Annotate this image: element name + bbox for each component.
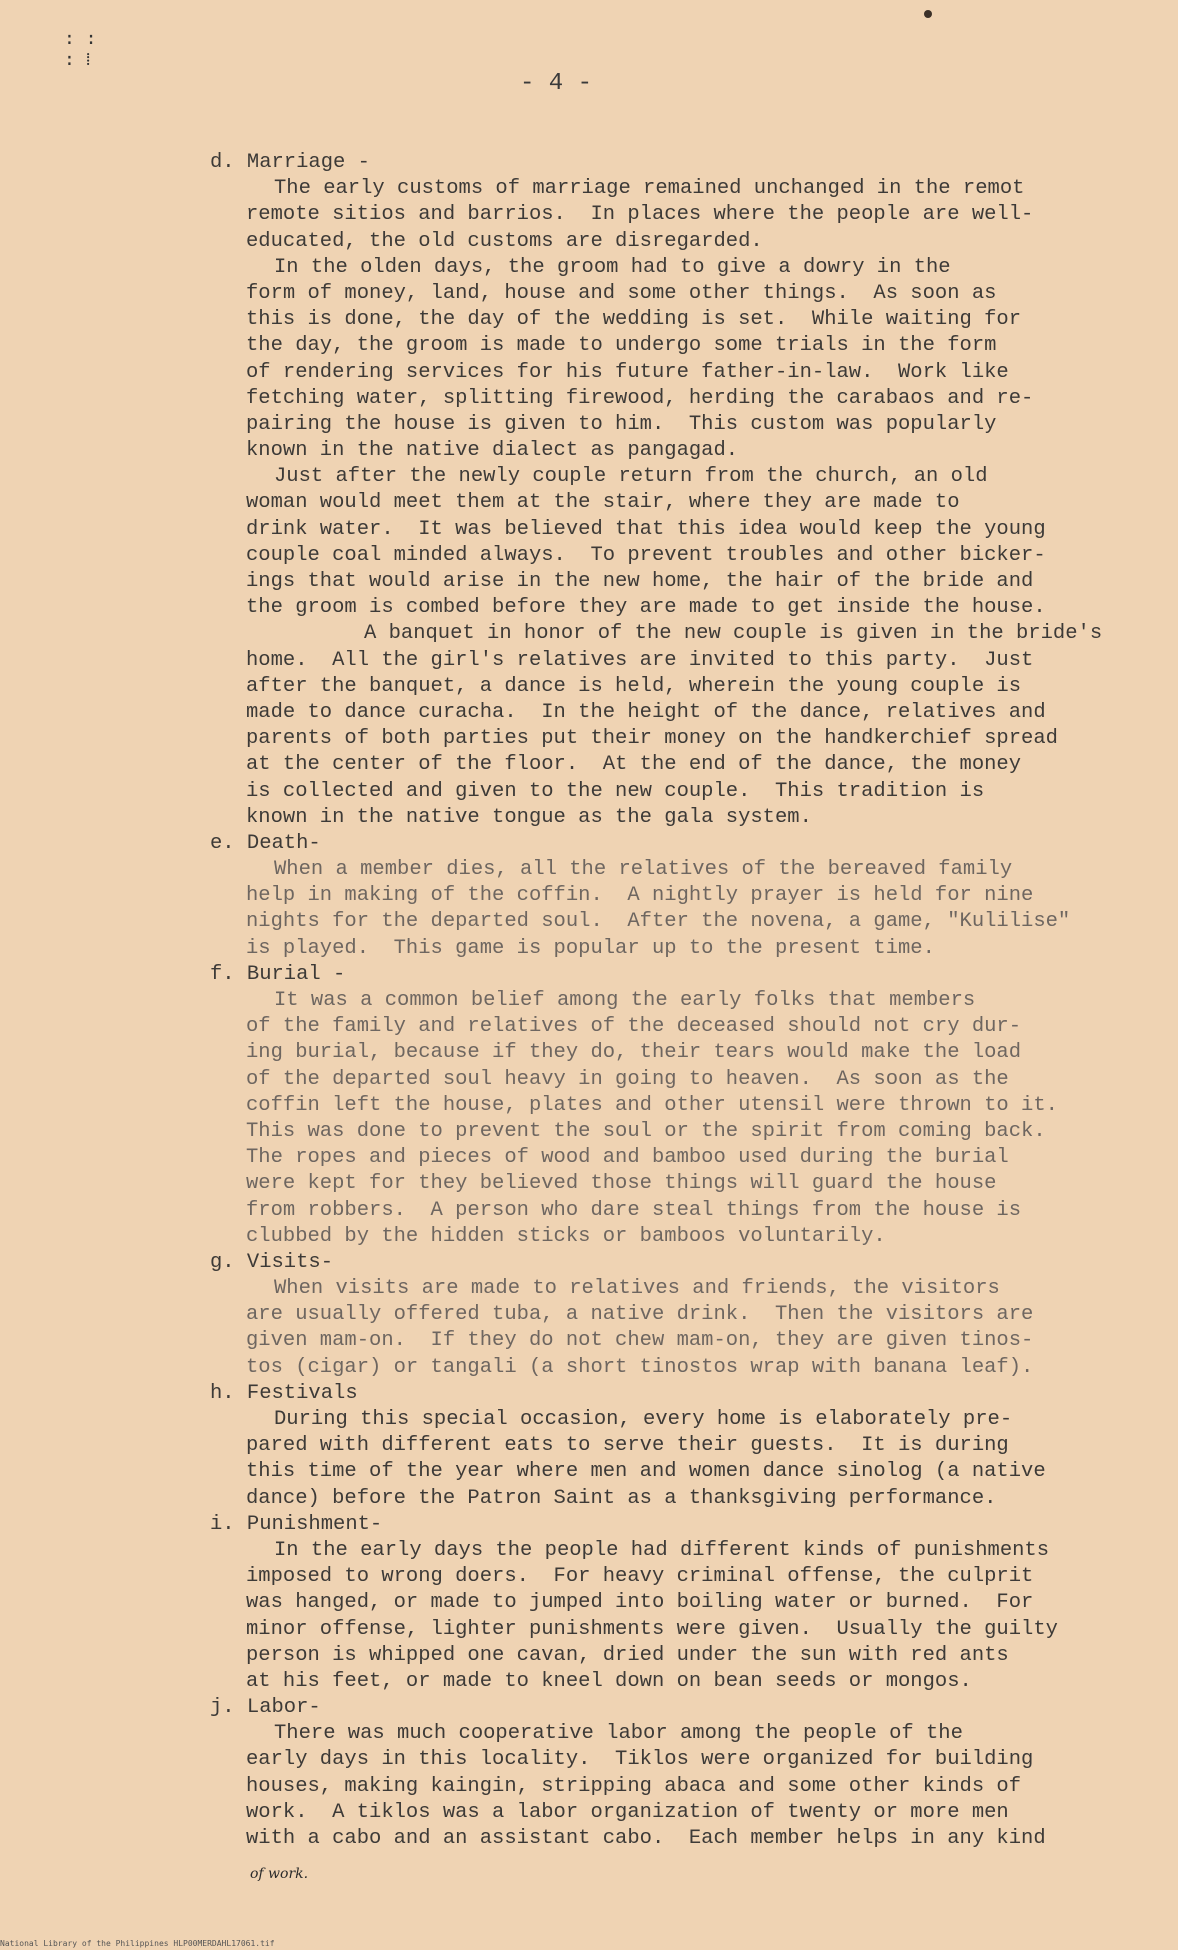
text-line: this time of the year where men and women dance sinolog (a native — [246, 1460, 1046, 1484]
text-line: couple coal minded always. To prevent troubles and other bicker- — [246, 543, 1046, 567]
text-line: known in the native tongue as the gala system. — [246, 805, 812, 829]
text-line: coffin left the house, plates and other utensil were thrown to it. — [246, 1093, 1058, 1117]
footer-archive-label: National Library of the Philippines HLP00MERDAHL17061.tif — [0, 1939, 275, 1948]
text-line: given mam-on. If they do not chew mam-on, they are given tinos- — [246, 1329, 1034, 1353]
text-line: The early customs of marriage remained unchanged in the remot — [274, 177, 1025, 201]
text-line: at his feet, or made to kneel down on bean seeds or mongos. — [246, 1669, 972, 1693]
section-heading-festivals: h. Festivals — [210, 1381, 358, 1405]
section-heading-punishment: i. Punishment- — [210, 1512, 383, 1536]
text-line: were kept for they believed those things will guard the house — [246, 1172, 997, 1196]
handwritten-note: of work. — [250, 1866, 309, 1882]
text-line: pairing the house is given to him. This custom was popularly — [246, 412, 997, 436]
text-line: In the olden days, the groom had to give a dowry in the — [274, 255, 951, 279]
text-line: this is done, the day of the wedding is set. While waiting for — [246, 308, 1022, 332]
text-line: of the family and relatives of the deceased should not cry dur- — [246, 1015, 1022, 1039]
page-number: - 4 - — [520, 70, 593, 97]
section-heading-death: e. Death- — [210, 831, 321, 855]
text-line: of the departed soul heavy in going to heaven. As soon as the — [246, 1067, 1009, 1091]
text-line: This was done to prevent the soul or the spirit from coming back. — [246, 1119, 1046, 1143]
text-line: When visits are made to relatives and friends, the visitors — [274, 1277, 1000, 1301]
text-line: from robbers. A person who dare steal things from the house is — [246, 1198, 1022, 1222]
text-line: During this special occasion, every home is elaborately pre- — [274, 1408, 1013, 1431]
text-line: fetching water, splitting firewood, herding the carabaos and re- — [246, 386, 1034, 410]
text-line: A banquet in honor of the new couple is given in the bride's — [364, 622, 1103, 646]
text-line: It was a common belief among the early folks that members — [274, 989, 976, 1012]
text-line: form of money, land, house and some other things. As soon as — [246, 281, 997, 305]
section-heading-burial: f. Burial - — [210, 962, 346, 986]
text-line: dance) before the Patron Saint as a thanksgiving performance. — [246, 1486, 997, 1510]
text-line: houses, making kaingin, stripping abaca and some other kinds of — [246, 1774, 1022, 1798]
text-line: woman would meet them at the stair, where they are made to — [246, 491, 960, 515]
text-line: pared with different eats to serve their guests. It is during — [246, 1434, 1009, 1458]
text-line: ing burial, because if they do, their tears would make the load — [246, 1041, 1022, 1065]
text-line: The ropes and pieces of wood and bamboo used during the burial — [246, 1146, 1009, 1170]
text-line: known in the native dialect as pangagad. — [246, 439, 739, 463]
text-line: person is whipped one cavan, dried under the sun with red ants — [246, 1643, 1009, 1667]
text-line: of rendering services for his future father-in-law. Work like — [246, 360, 1009, 384]
text-line: home. All the girl's relatives are invited to this party. Just — [246, 648, 1034, 672]
text-line: nights for the departed soul. After the novena, a game, "Kulilise" — [246, 910, 1071, 934]
text-line: drink water. It was believed that this idea would keep the young — [246, 517, 1046, 541]
section-heading-visits: g. Visits- — [210, 1250, 334, 1274]
text-line: with a cabo and an assistant cabo. Each member helps in any kind — [246, 1827, 1046, 1850]
text-line: made to dance curacha. In the height of the dance, relatives and — [246, 700, 1046, 724]
text-line: at the center of the floor. At the end of the dance, the money — [246, 753, 1022, 777]
text-line: In the early days the people had different kinds of punishments — [274, 1538, 1050, 1562]
text-line: clubbed by the hidden sticks or bamboos voluntarily. — [246, 1224, 886, 1248]
text-line: help in making of the coffin. A nightly prayer is held for nine — [246, 884, 1034, 908]
text-line: remote sitios and barrios. In places where the people are well- — [246, 203, 1034, 227]
text-line: after the banquet, a dance is held, wherein the young couple is — [246, 674, 1022, 698]
text-line: When a member dies, all the relatives of the bereaved family — [274, 858, 1013, 882]
text-line: parents of both parties put their money on the handkerchief spread — [246, 727, 1058, 751]
text-line: Just after the newly couple return from the church, an old — [274, 465, 988, 489]
text-line: was hanged, or made to jumped into boiling water or burned. For — [246, 1591, 1034, 1615]
document-body — [210, 150, 1140, 1852]
text-line: imposed to wrong doers. For heavy criminal offense, the culprit — [246, 1565, 1034, 1589]
text-line: the day, the groom is made to undergo some trials in the form — [246, 334, 997, 358]
text-line: There was much cooperative labor among the people of the — [274, 1722, 963, 1746]
text-line: ings that would arise in the new home, the hair of the bride and — [246, 570, 1034, 593]
text-line: tos (cigar) or tangali (a short tinostos wrap with banana leaf). — [246, 1355, 1034, 1379]
text-line: work. A tiklos was a labor organization of twenty or more men — [246, 1800, 1009, 1824]
text-line: is collected and given to the new couple. This tradition is — [246, 779, 985, 803]
text-line: minor offense, lighter punishments were given. Usually the guilty — [246, 1617, 1058, 1641]
text-line: the groom is combed before they are made to get inside the house. — [246, 596, 1046, 620]
ink-dot — [924, 10, 932, 18]
text-line: early days in this locality. Tiklos were organized for building — [246, 1748, 1034, 1772]
text-line: educated, the old customs are disregarded. — [246, 229, 763, 253]
section-heading-marriage: d. Marriage - — [210, 151, 370, 174]
section-heading-labor: j. Labor- — [210, 1696, 321, 1720]
text-line: is played. This game is popular up to the present time. — [246, 936, 935, 960]
punch-marks: : : : ⁞ — [64, 28, 97, 70]
text-line: are usually offered tuba, a native drink. Then the visitors are — [246, 1303, 1034, 1327]
